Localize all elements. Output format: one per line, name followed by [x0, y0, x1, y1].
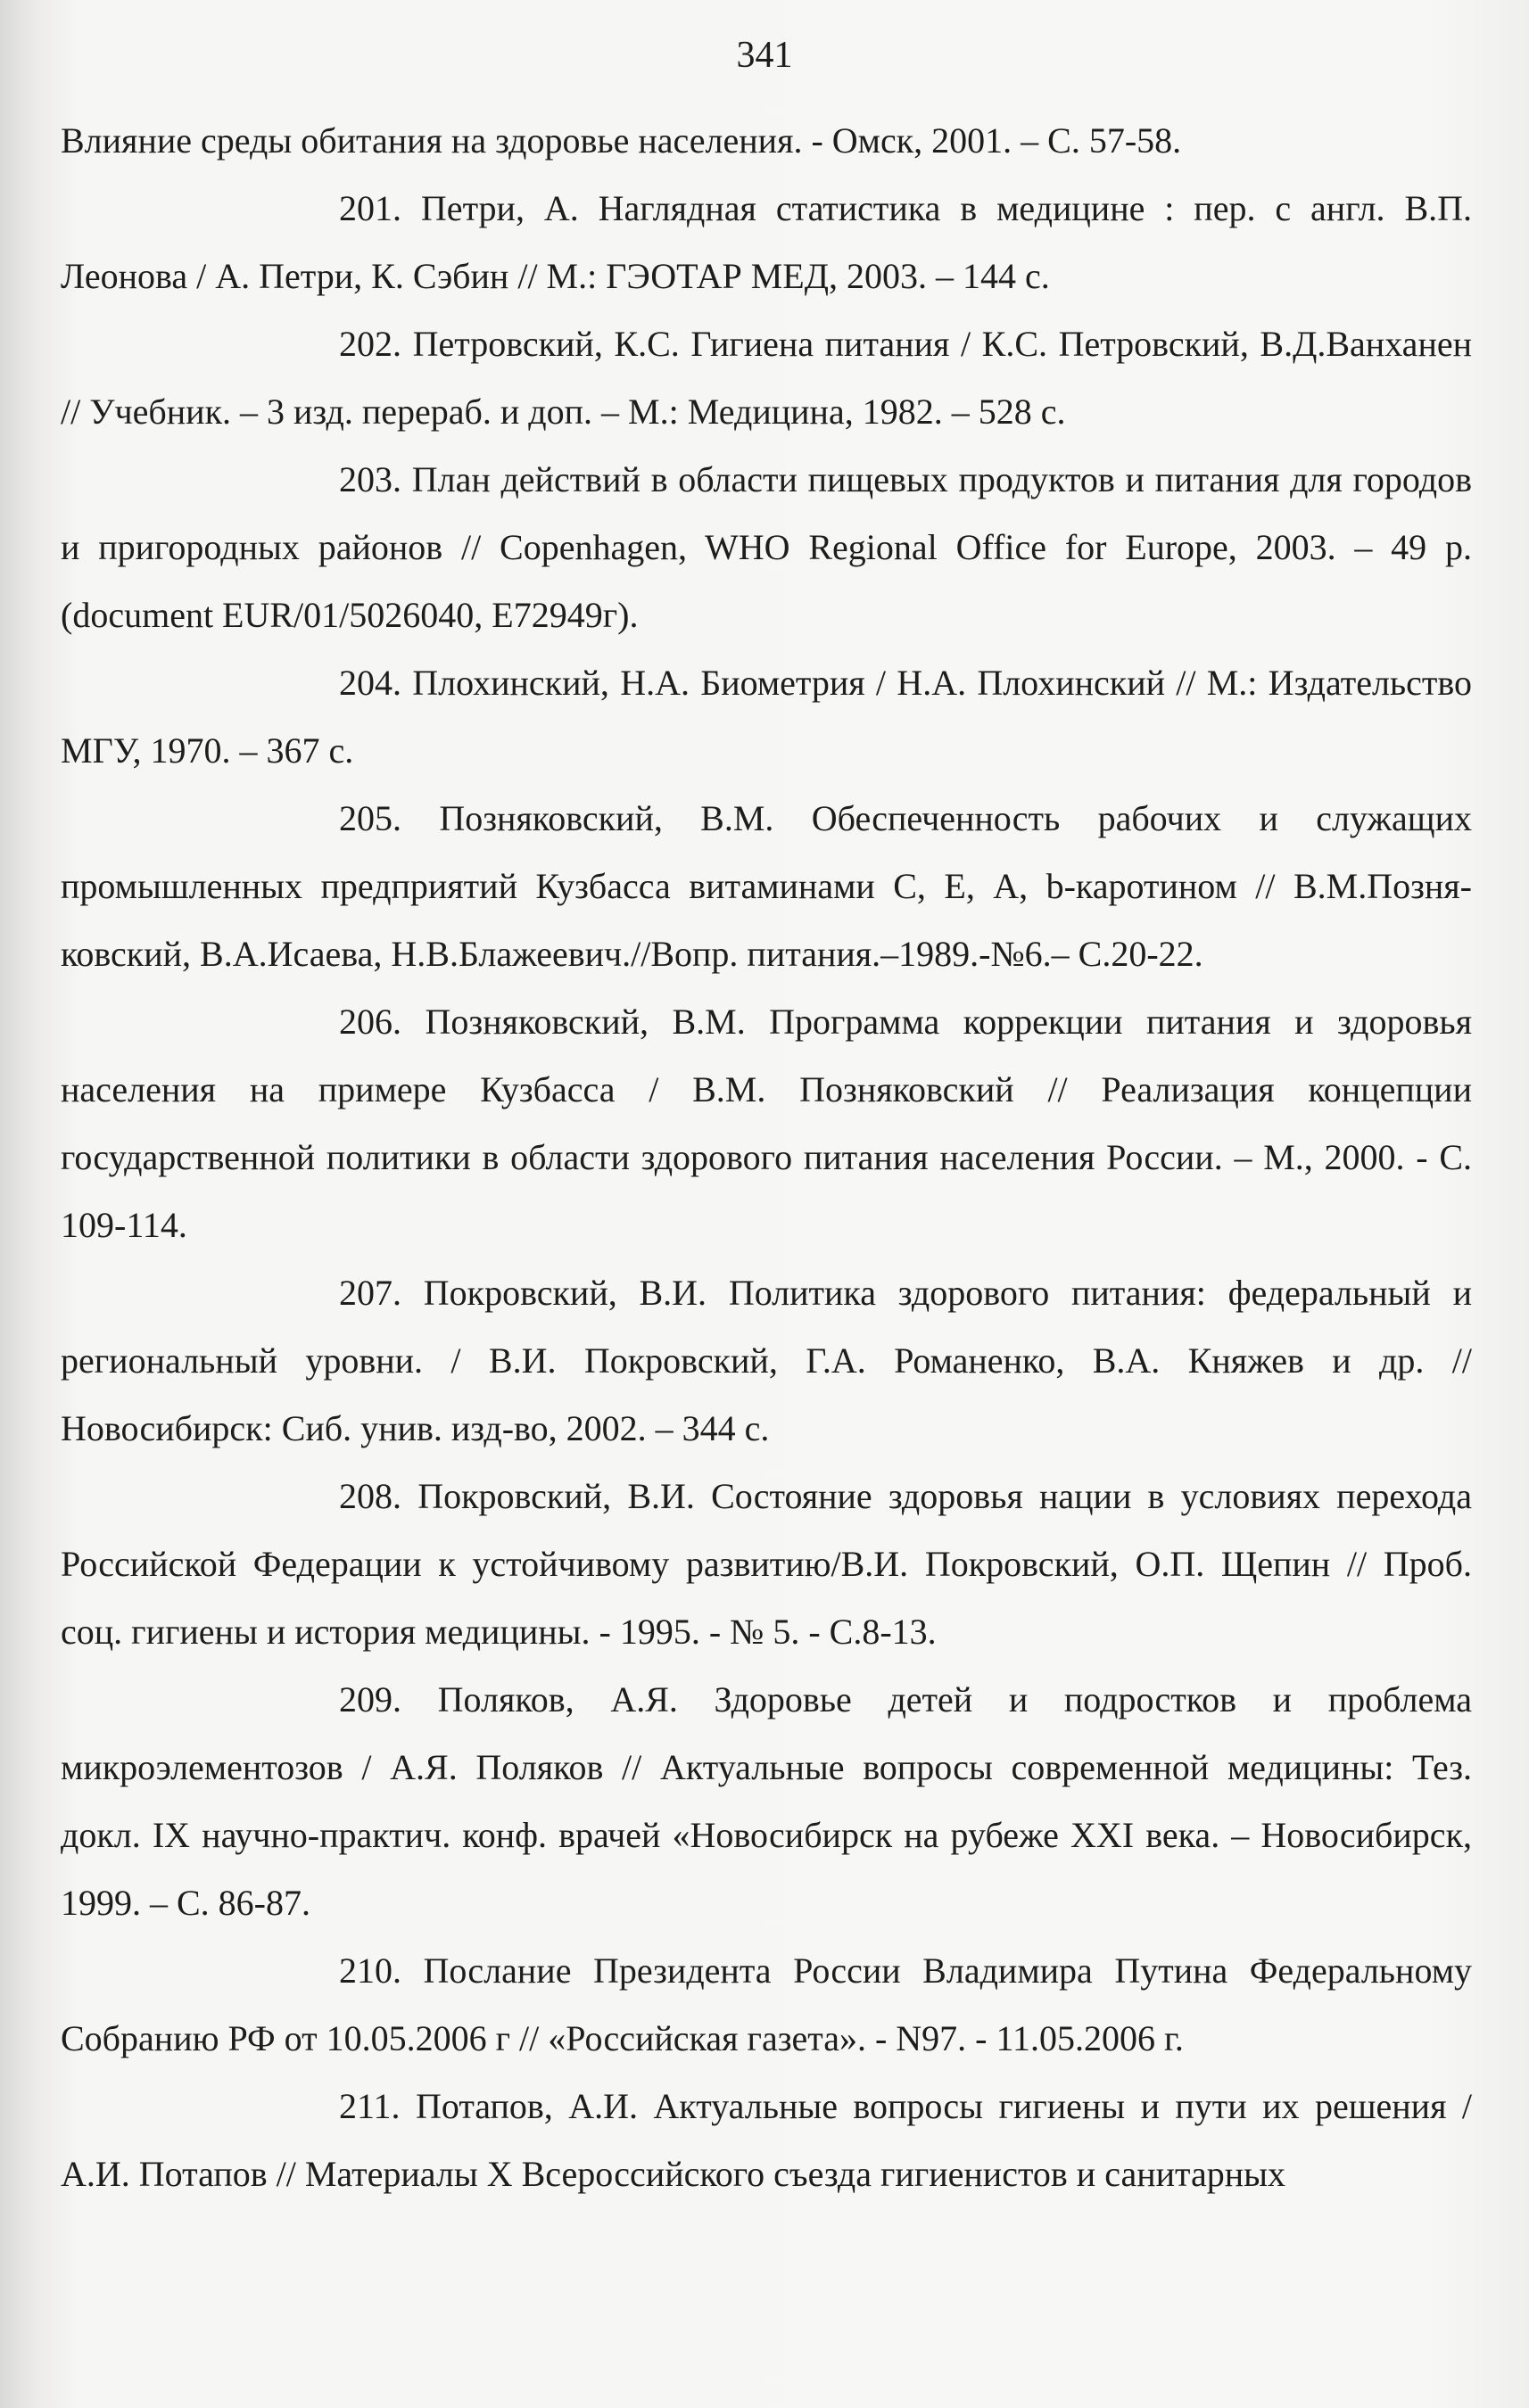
entry-text: Влияние среды обитания на здоровье населения. - Омск, 2001. – С. 57-58. — [61, 120, 1182, 161]
bibliography-entry-211 — [61, 2073, 1472, 2208]
entry-number: 210. — [339, 1950, 401, 1991]
bibliography-entry-203 — [61, 446, 1472, 649]
entry-number: 208. — [339, 1476, 401, 1516]
entry-number: 201. — [339, 188, 401, 228]
entry-number: 207. — [339, 1273, 401, 1313]
entry-text: Потапов, А.И. Актуальные вопросы гигиены и пути их решения / А.И. Потапов // Материалы Х Всероссийского съезда гигиенистов и санитарных — [61, 2086, 1473, 2194]
entry-number: 202. — [339, 324, 401, 364]
entry-text: Позняковский, В.М. Программа коррекции питания и здоровья населения на примере Кузбасса / В.М. Позняковский // Реализация концепции государственной политики в области здорового питания населения России. – М., 2000. - С. 109-114. — [61, 1002, 1472, 1245]
entry-number: 206. — [339, 1002, 401, 1042]
entry-number: 205. — [339, 798, 401, 838]
bibliography-entry-continuation — [61, 107, 1472, 175]
entry-text: Покровский, В.И. Состояние здоровья нации в условиях перехода Российской Федерации к устойчивому развитию/В.И. Покровский, О.П. Щепин // Проб. соц. гигиены и история медицины. - 1995. - № 5. - С.8-13. — [61, 1476, 1473, 1652]
entry-text: План действий в области пищевых продуктов и питания для городов и пригородных районов // Copenhagen, WHO Regional Office for Europe, 2003. – 49 p. (document EUR/01/5026040, E72949г). — [61, 459, 1473, 635]
bibliography-entry-201 — [61, 175, 1472, 310]
entry-text: Петровский, К.С. Гигиена питания / К.С. Петровский, В.Д.Ванханен // Учебник. – 3 изд. перераб. и доп. – М.: Медицина, 1982. – 528 с. — [61, 324, 1473, 432]
entry-text: Плохинский, Н.А. Биометрия / Н.А. Плохинский // М.: Издательство МГУ, 1970. – 367 с. — [61, 663, 1473, 771]
bibliography-entry-206 — [61, 988, 1472, 1259]
entry-number: 204. — [339, 663, 401, 703]
bibliography-entry-210 — [61, 1937, 1472, 2073]
bibliography-list — [61, 107, 1472, 2208]
bibliography-entry-209 — [61, 1666, 1472, 1937]
entry-number: 203. — [339, 459, 401, 499]
bibliography-entry-205 — [61, 785, 1472, 988]
bibliography-entry-208 — [61, 1463, 1472, 1666]
entry-text: Петри, А. Наглядная статистика в медицине : пер. с англ. В.П. Леонова / А. Петри, К. Сэбин // М.: ГЭОТАР МЕД, 2003. – 144 с. — [61, 188, 1473, 296]
bibliography-entry-202 — [61, 310, 1472, 446]
entry-text: Позняковский, В.М. Обеспеченность рабочих и служащих промышленных предприятий Кузбасса витаминами С, Е, А, b-каротином // В.М.Позня-ковский, В.А.Исаева, Н.В.Блажеевич.//Вопр. питания.–1989.-№6.– С.20-22. — [61, 798, 1472, 974]
entry-text: Поляков, А.Я. Здоровье детей и подростков и проблема микроэлементозов / А.Я. Поляков // Актуальные вопросы современной медицины: Тез. докл. IX научно-практич. конф. врачей «Новосибирск на рубеже XXI века. – Новосибирск, 1999. – С. 86-87. — [61, 1679, 1472, 1923]
page-number: 341 — [736, 35, 793, 76]
entry-number: 209. — [339, 1679, 401, 1719]
bibliography-entry-207 — [61, 1259, 1472, 1463]
entry-text: Послание Президента России Владимира Путина Федеральному Собранию РФ от 10.05.2006 г // «Российская газета». - N97. - 11.05.2006 г. — [61, 1950, 1472, 2058]
entry-text: Покровский, В.И. Политика здорового питания: федеральный и региональный уровни. / В.И. Покровский, Г.А. Романенко, В.А. Княжев и др. // Новосибирск: Сиб. унив. изд-во, 2002. – 344 с. — [61, 1273, 1473, 1448]
bibliography-entry-204 — [61, 649, 1472, 785]
entry-number: 211. — [339, 2086, 401, 2126]
